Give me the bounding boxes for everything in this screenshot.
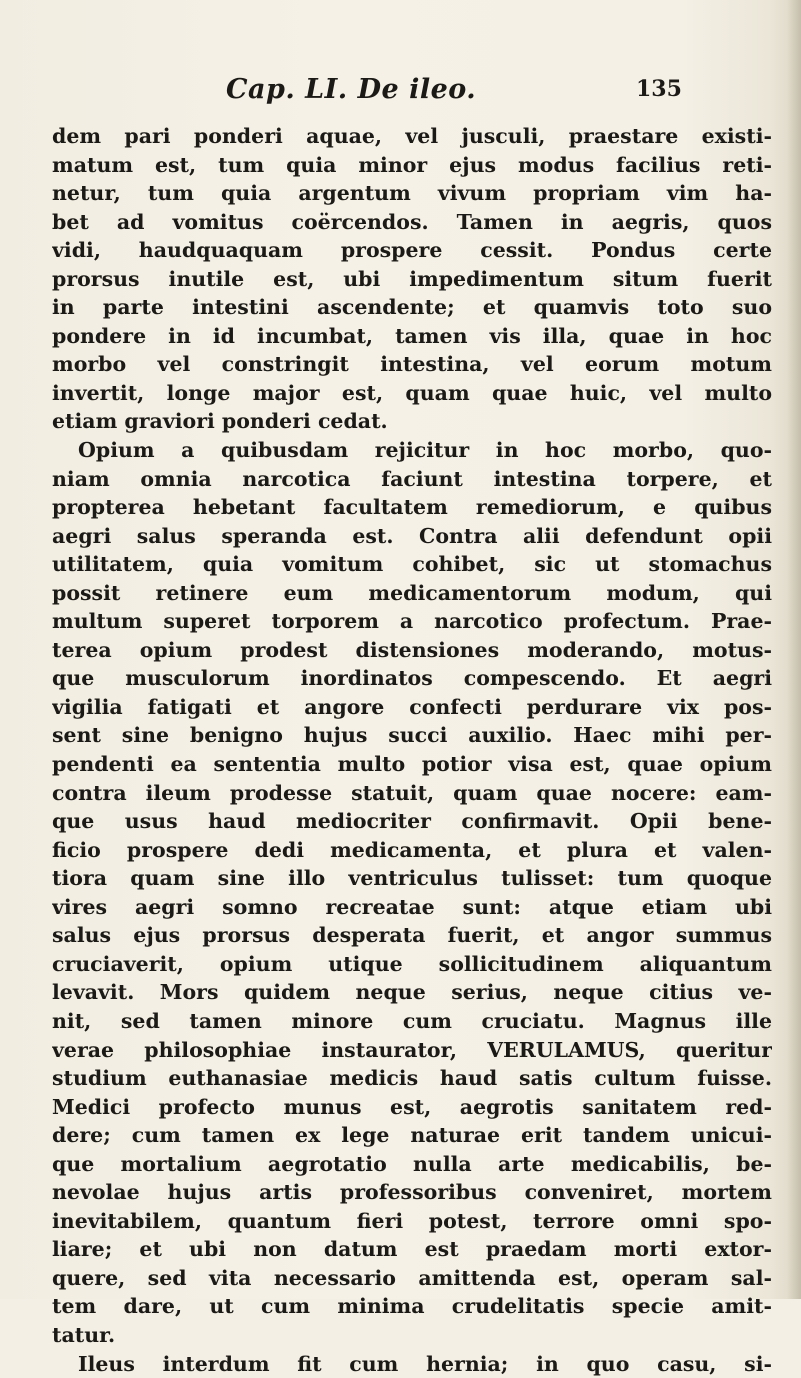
text-line: sent sine benigno hujus succi auxilio. Haec mihi per- xyxy=(52,723,772,748)
text-line: que musculorum inordinatos compescendo. Et aegri xyxy=(52,666,772,691)
text-line: vidi, haudquaquam prospere cessit. Pondus certe xyxy=(52,238,772,263)
text-line: bet ad vomitus coërcendos. Tamen in aegris, quos xyxy=(52,209,772,234)
text-line: dere; cum tamen ex lege naturae erit tandem unicui- xyxy=(52,1123,772,1148)
text-line: tem dare, ut cum minima crudelitatis specie amit- xyxy=(52,1294,772,1319)
text-line: que mortalium aegrotatio nulla arte medicabilis, be- xyxy=(52,1151,772,1176)
text-line: cruciaverit, opium utique sollicitudinem aliquantum xyxy=(52,951,772,976)
text-line: levavit. Mors quidem neque serius, neque citius ve- xyxy=(52,980,772,1005)
text-line: tatur. xyxy=(52,1322,116,1347)
body-text xyxy=(52,122,772,1378)
text-line: multum superet torporem a narcotico profectum. Prae- xyxy=(52,609,772,634)
text-line: nit, sed tamen minore cum cruciatu. Magnus ille xyxy=(52,1008,772,1033)
text-line: matum est, tum quia minor ejus modus facilius reti- xyxy=(52,152,772,177)
text-line: possit retinere eum medicamentorum modum, qui xyxy=(52,580,772,605)
text-line: inevitabilem, quantum fieri potest, terrore omni spo- xyxy=(52,1208,772,1233)
text-line: verae philosophiae instaurator, VERULAMUS, queritur xyxy=(52,1037,772,1062)
text-line: quere, sed vita necessario amittenda est, operam sal- xyxy=(52,1265,772,1290)
text-line: salus ejus prorsus desperata fuerit, et angor summus xyxy=(52,923,772,948)
text-line: dem pari ponderi aquae, vel jusculi, praestare existi- xyxy=(52,124,772,148)
text-line: tiora quam sine illo ventriculus tulisset: tum quoque xyxy=(52,866,772,891)
page-edge-shadow xyxy=(787,0,801,1299)
text-line: vires aegri somno recreatae sunt: atque etiam ubi xyxy=(52,894,772,919)
text-line: prorsus inutile est, ubi impedimentum situm fuerit xyxy=(52,266,772,291)
paragraph-start-line: Opium a quibusdam rejicitur in hoc morbo, quo- xyxy=(78,438,772,463)
text-line: studium euthanasiae medicis haud satis cultum fuisse. xyxy=(52,1066,772,1091)
text-line: etiam graviori ponderi cedat. xyxy=(52,409,388,434)
text-line: ficio prospere dedi medicamenta, et plura et valen- xyxy=(52,837,772,862)
text-line: vigilia fatigati et angore confecti perdurare vix pos- xyxy=(52,694,772,719)
page-number: 135 xyxy=(636,76,682,102)
text-line: utilitatem, quia vomitum cohibet, sic ut stomachus xyxy=(52,552,772,577)
text-line: invertit, longe major est, quam quae huic, vel multo xyxy=(52,380,772,405)
text-line: que usus haud mediocriter confirmavit. Opii bene- xyxy=(52,809,772,834)
text-line: in parte intestini ascendente; et quamvis toto suo xyxy=(52,295,772,320)
text-line: morbo vel constringit intestina, vel eorum motum xyxy=(52,352,772,377)
text-line: contra ileum prodesse statuit, quam quae nocere: eam- xyxy=(52,780,772,805)
text-line: aegri salus speranda est. Contra alii defendunt opii xyxy=(52,523,772,548)
text-line: niam omnia narcotica faciunt intestina torpere, et xyxy=(52,466,772,491)
running-title: Cap. LI. De ileo. xyxy=(226,74,477,105)
text-line: liare; et ubi non datum est praedam morti extor- xyxy=(52,1237,772,1262)
text-line: Medici profecto munus est, aegrotis sanitatem red- xyxy=(52,1094,772,1119)
text-line: terea opium prodest distensiones moderando, motus- xyxy=(52,637,772,662)
text-line: pendenti ea sententia multo potior visa est, quae opium xyxy=(52,752,772,777)
text-line: netur, tum quia argentum vivum propriam vim ha- xyxy=(52,181,772,206)
text-line: nevolae hujus artis professoribus conveniret, mortem xyxy=(52,1180,772,1205)
paragraph-start-line: Ileus interdum fit cum hernia; in quo casu, si- xyxy=(78,1351,772,1376)
text-line: propterea hebetant facultatem remediorum, e quibus xyxy=(52,495,772,520)
page-header xyxy=(0,70,801,110)
text-line: pondere in id incumbat, tamen vis illa, quae in hoc xyxy=(52,323,772,348)
